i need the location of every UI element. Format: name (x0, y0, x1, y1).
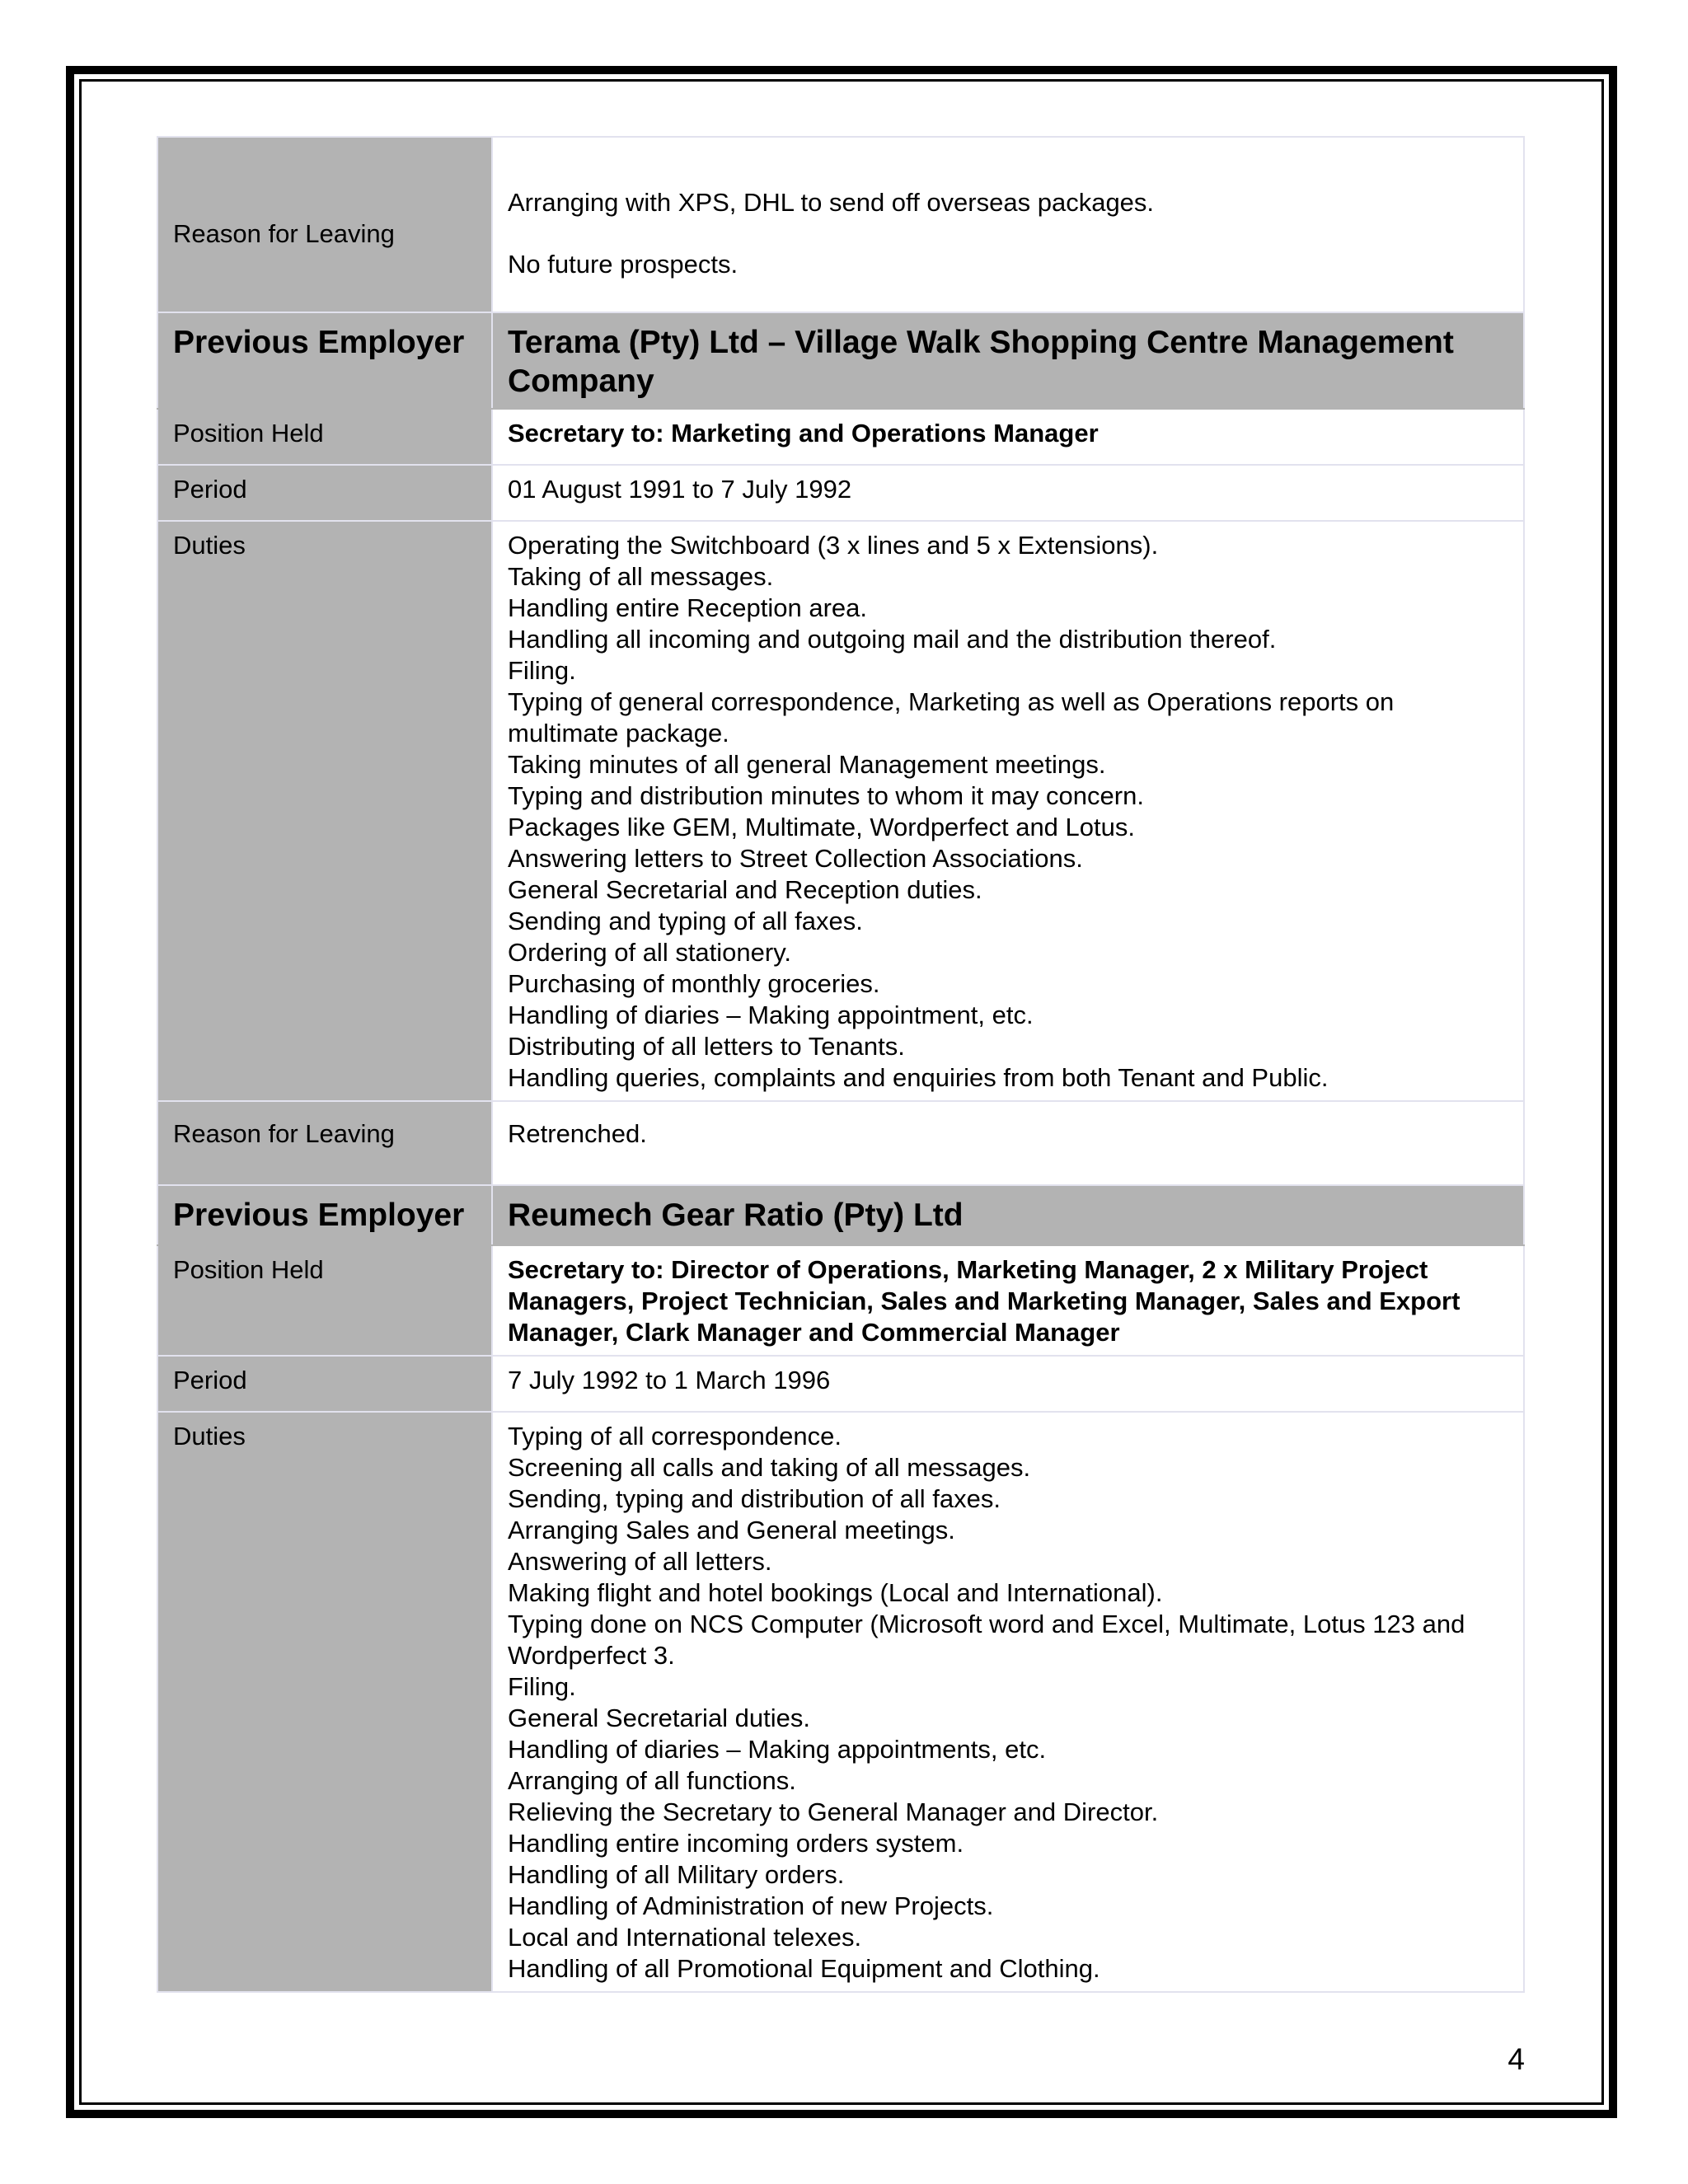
duties-list (492, 521, 1524, 1101)
duty-item: Typing of general correspondence, Marketing as well as Operations reports on multimate package. (508, 687, 1395, 748)
duty-item: Filing. (508, 656, 576, 685)
reason-label: Reason for Leaving (157, 1101, 492, 1185)
duty-item: Taking minutes of all general Management meetings. (508, 750, 1106, 779)
position-row (157, 409, 1524, 465)
period-value: 01 August 1991 to 7 July 1992 (492, 465, 1524, 521)
employer-header-label: Previous Employer (157, 312, 492, 409)
duties-label-cell (157, 1412, 492, 1992)
duty-item: Handling of all Promotional Equipment and Clothing. (508, 1954, 1100, 1983)
reason-value: No future prospects. (508, 250, 738, 279)
period-value: 7 July 1992 to 1 March 1996 (492, 1356, 1524, 1412)
period-label: Period (157, 465, 492, 521)
duties-row (157, 1412, 1524, 1992)
duty-item: Arranging with XPS, DHL to send off overseas packages. (508, 188, 1155, 217)
reason-label: Reason for Leaving (173, 219, 395, 248)
continuation-value-cell (492, 137, 1524, 312)
period-row (157, 1356, 1524, 1412)
period-row (157, 465, 1524, 521)
duty-item: General Secretarial and Reception duties. (508, 875, 982, 904)
duty-item: Typing and distribution minutes to whom it may concern. (508, 781, 1144, 810)
duty-item: Ordering of all stationery. (508, 938, 792, 967)
duties-label-cell (157, 521, 492, 1101)
duty-item: Answering of all letters. (508, 1547, 772, 1576)
employer-header-row (157, 1185, 1524, 1245)
position-value: Secretary to: Director of Operations, Marketing Manager, 2 x Military Project Managers, Project Technician, Sales and Marketing Manager, Sales and Export Manager, Clark Manager and Commercial Manager (492, 1245, 1524, 1356)
duty-item: Arranging Sales and General meetings. (508, 1516, 955, 1544)
duty-item: Filing. (508, 1672, 576, 1701)
continuation-row (157, 137, 1524, 312)
position-row (157, 1245, 1524, 1356)
employment-history-table (157, 136, 1525, 1993)
duties-list (492, 1412, 1524, 1992)
duty-item: Operating the Switchboard (3 x lines and 5 x Extensions). (508, 531, 1159, 560)
duty-item: Distributing of all letters to Tenants. (508, 1032, 905, 1061)
duty-item: Handling all incoming and outgoing mail and the distribution thereof. (508, 625, 1277, 654)
duty-item: Answering letters to Street Collection Associations. (508, 844, 1083, 873)
duty-item: Screening all calls and taking of all messages. (508, 1453, 1031, 1482)
duty-item: Handling entire incoming orders system. (508, 1829, 964, 1858)
duty-item: Arranging of all functions. (508, 1766, 796, 1795)
position-label: Position Held (157, 1245, 492, 1356)
duty-item: Handling of all Military orders. (508, 1860, 845, 1889)
duty-item: Purchasing of monthly groceries. (508, 969, 880, 998)
duty-item: Handling of Administration of new Projects. (508, 1891, 994, 1920)
continuation-label-cell (157, 137, 492, 312)
period-label: Period (157, 1356, 492, 1412)
duty-item: Making flight and hotel bookings (Local and International). (508, 1578, 1163, 1607)
cv-document (157, 136, 1523, 1993)
employer-name: Terama (Pty) Ltd – Village Walk Shopping Centre Management Company (492, 312, 1524, 409)
page-number: 4 (1507, 2042, 1525, 2076)
duty-item: Handling of diaries – Making appointments, etc. (508, 1735, 1047, 1764)
duty-item: Typing done on NCS Computer (Microsoft word and Excel, Multimate, Lotus 123 and Wordperfect 3. (508, 1610, 1465, 1670)
duty-item: General Secretarial duties. (508, 1704, 811, 1732)
duty-item: Sending and typing of all faxes. (508, 907, 863, 935)
duty-item: Taking of all messages. (508, 562, 774, 591)
position-label: Position Held (157, 409, 492, 465)
duty-item: Sending, typing and distribution of all faxes. (508, 1484, 1001, 1513)
employer-header-row (157, 312, 1524, 409)
duty-item: Handling queries, complaints and enquiries from both Tenant and Public. (508, 1063, 1329, 1092)
employer-name: Reumech Gear Ratio (Pty) Ltd (492, 1185, 1524, 1245)
duties-label: Duties (173, 531, 246, 560)
reason-value: Retrenched. (492, 1101, 1524, 1185)
position-value: Secretary to: Marketing and Operations Manager (492, 409, 1524, 465)
employer-header-label: Previous Employer (157, 1185, 492, 1245)
duties-row (157, 521, 1524, 1101)
duties-label: Duties (173, 1422, 246, 1451)
duty-item: Handling of diaries – Making appointment, etc. (508, 1001, 1034, 1029)
duty-item: Handling entire Reception area. (508, 593, 867, 622)
reason-row (157, 1101, 1524, 1185)
duty-item: Relieving the Secretary to General Manager and Director. (508, 1797, 1159, 1826)
duty-item: Typing of all correspondence. (508, 1422, 842, 1451)
duty-item: Packages like GEM, Multimate, Wordperfect and Lotus. (508, 813, 1135, 841)
duty-item: Local and International telexes. (508, 1923, 862, 1952)
